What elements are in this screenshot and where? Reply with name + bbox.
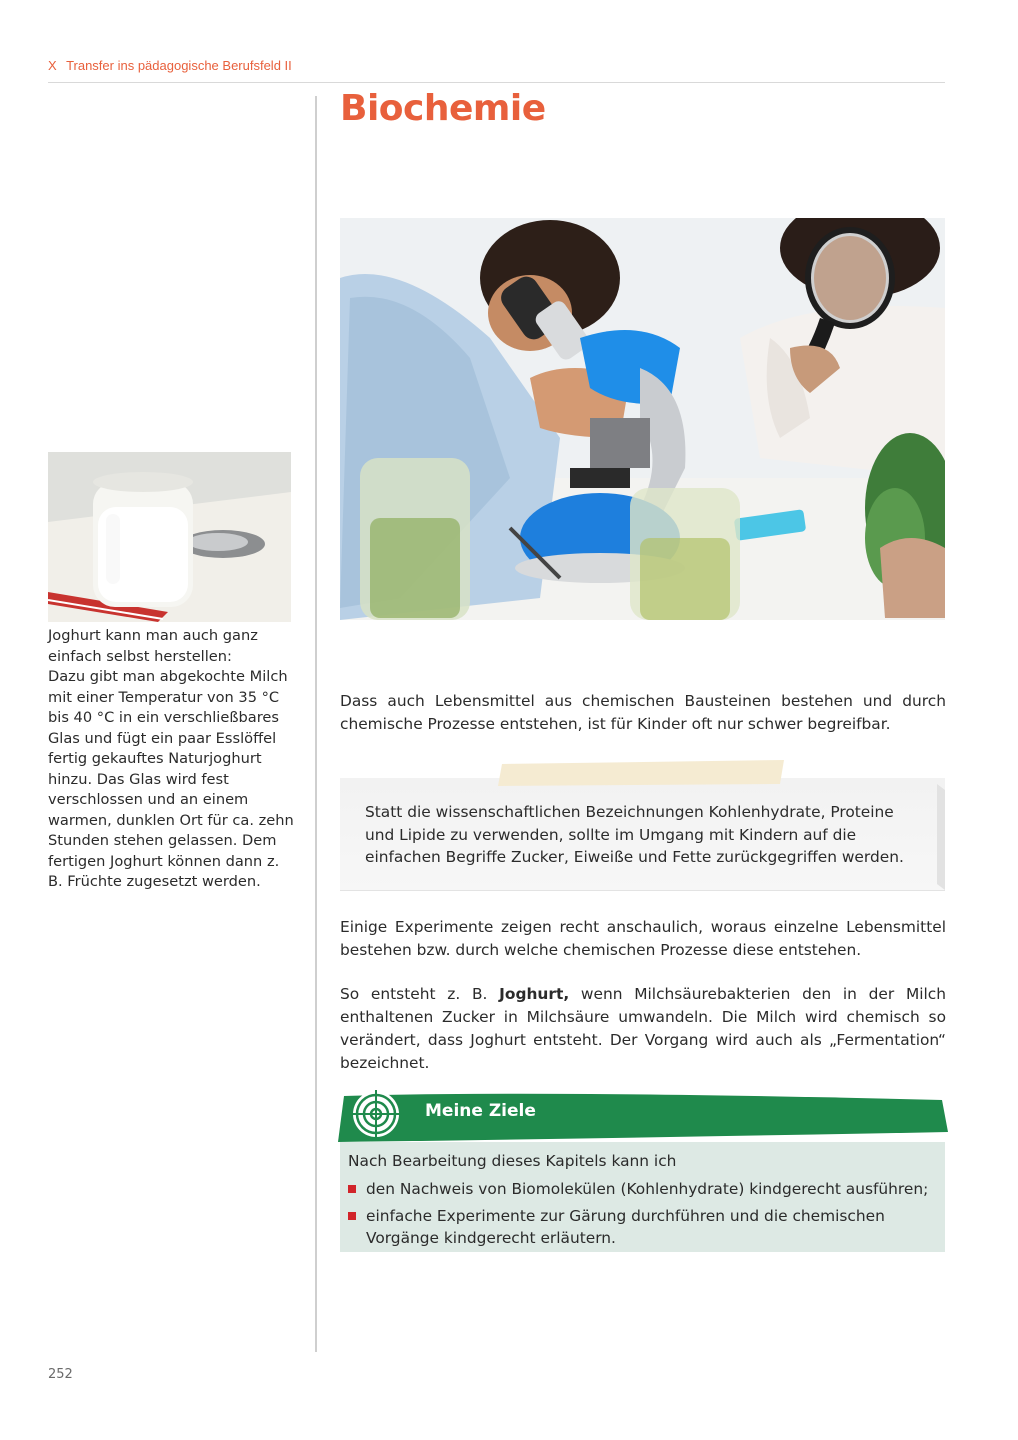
chapter-number: X [48, 58, 57, 73]
bullet-square-icon [348, 1185, 356, 1193]
page-number: 252 [48, 1367, 73, 1382]
tape-decoration [498, 760, 788, 786]
experiments-paragraph: Einige Experimente zeigen recht anschaulich, woraus einzelne Lebensmittel bestehen bzw. durch welche chemischen Prozesse diese entstehen. [340, 918, 946, 959]
bullet-square-icon [348, 1212, 356, 1220]
goal-item [348, 1178, 938, 1200]
note-box [340, 778, 945, 890]
intro-paragraph: Dass auch Lebensmittel aus chemischen Bausteinen bestehen und durch chemische Prozesse entstehen, ist für Kinder oft nur schwer begreifbar. [340, 692, 946, 733]
goals-title: Meine Ziele [425, 1101, 536, 1121]
page-title: Biochemie [340, 88, 546, 129]
goals-intro: Nach Bearbeitung dieses Kapitels kann ich [348, 1152, 677, 1170]
running-header [48, 58, 945, 83]
yoghurt-term: Joghurt, [499, 985, 570, 1003]
chapter-title: Transfer ins pädagogische Berufsfeld II [66, 58, 292, 73]
goals-box [340, 1142, 945, 1252]
column-divider [315, 96, 317, 1352]
side-photo-illustration [48, 452, 291, 622]
yoghurt-paragraph [340, 983, 946, 1075]
goal-item-text: den Nachweis von Biomolekülen (Kohlenhydrate) kindgerecht ausführen; [366, 1180, 929, 1198]
side-photo-yoghurt-jar [48, 452, 291, 622]
goals-list [348, 1178, 938, 1254]
target-icon [352, 1090, 400, 1138]
side-caption [48, 626, 298, 893]
goal-item-text: einfache Experimente zur Gärung durchführen und die chemischen Vorgänge kindgerecht erläutern. [366, 1207, 885, 1247]
yoghurt-paragraph-end: wenn Milchsäurebakterien den in der Milch enthaltenen Zucker in Milchsäure umwandeln. Die Milch wird chemisch so verändert, dass Joghurt entsteht. Der Vorgang wird auch als „Fermentation“ bezeichnet. [340, 985, 946, 1072]
side-caption-intro: Joghurt kann man auch ganz einfach selbst herstellen: [48, 627, 258, 665]
goal-item [348, 1205, 938, 1249]
note-text: Statt die wissenschaftlichen Bezeichnungen Kohlenhydrate, Proteine und Lipide zu verwenden, sollte im Umgang mit Kindern auf die einfachen Begriffe Zucker, Eiweiße und Fette zurückgegriffen werden. [365, 803, 904, 866]
page-fold-shadow [937, 784, 945, 890]
yoghurt-paragraph-start: So entsteht z. B. [340, 985, 500, 1003]
hero-photo-children-microscope [340, 218, 945, 620]
side-caption-body: Dazu gibt man abgekochte Milch mit einer Temperatur von 35 °C bis 40 °C in ein verschließbares Glas und fügt ein paar Esslöffel fertig gekauftes Naturjoghurt hinzu. Das Glas wird fest verschlossen und an einem warmen, dunklen Ort für ca. zehn Stunden stehen gelassen. Dem fertigen Joghurt können dann z. B. Früchte zugesetzt werden. [48, 668, 294, 890]
hero-photo-illustration [340, 218, 945, 620]
